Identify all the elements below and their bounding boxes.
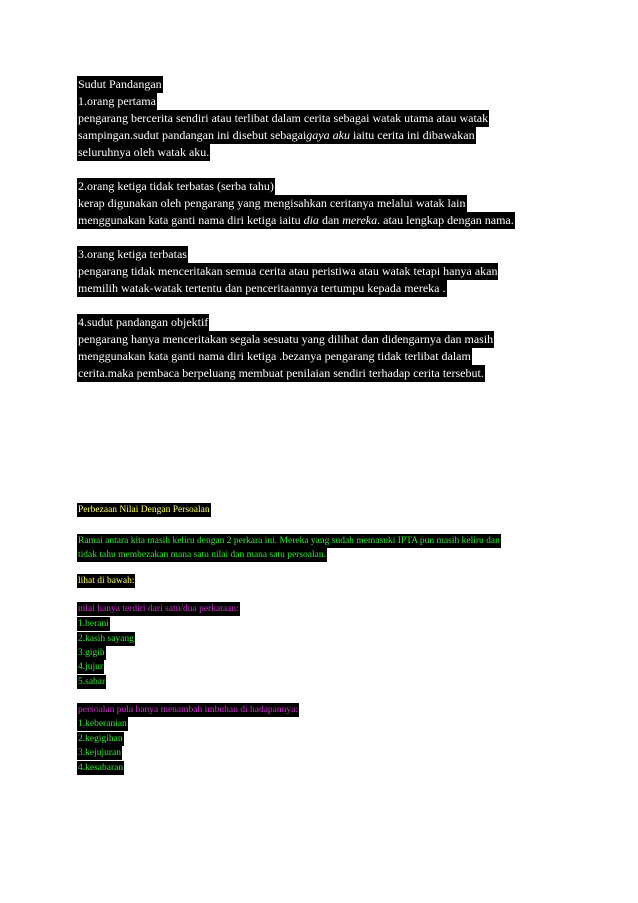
persoalan-item-1: 1.keberanian (78, 719, 127, 729)
sudut-pandangan-title: Sudut Pandangan (78, 77, 162, 91)
p4-text-1: pengarang hanya menceritakan segala sesuatu yang dilihat dan didengarnya dan masih (78, 332, 494, 346)
list-item (77, 717, 128, 731)
section2-title-line (77, 503, 211, 517)
p1-heading-line (77, 93, 157, 110)
nilai-item-2: 2.kasih sayang (78, 634, 134, 644)
p1-line2 (77, 127, 476, 144)
p4-heading-line (77, 314, 209, 331)
nilai-item-4: 4.jujur (78, 662, 104, 672)
p2-line1 (77, 195, 467, 212)
p3-text-1: pengarang tidak menceritakan semua cerita atau peristiwa atau watak tetapi hanya akan (78, 264, 498, 278)
p2-text-2a: menggunakan kata ganti nama diri ketiga iaitu (78, 213, 304, 227)
p2-text-2-italic-mereka: mereka (342, 213, 378, 227)
p2-heading-line (77, 178, 275, 195)
persoalan-item-3: 3.kejujuran (78, 748, 122, 758)
intro-text-1: Ramai antara kita masih keliru dengan 2 perkara ini. Mereka yang sudah memasuki IPTA pun masih keliru dan (78, 536, 500, 546)
p4-heading: 4.sudut pandangan objektif (78, 315, 209, 329)
p2-text-2-italic-dia: dia (303, 213, 319, 227)
p3-heading-line (77, 246, 188, 263)
nilai-item-1: 1.berani (78, 619, 109, 629)
list-item (77, 660, 104, 674)
p1-text-2a: sampingan.sudut pandangan ini disebut sebagai (78, 128, 307, 142)
lihat-text: lihat di bawah: (78, 576, 135, 586)
intro-line2 (77, 548, 327, 562)
p2-text-2c: . atau lengkap dengan nama. (377, 213, 514, 227)
persoalan-heading: persoalan pula hanya menambah imbuhan di hadapannya: (78, 705, 299, 715)
nilai-heading: nilai hanya terdiri dari satu/dua perkataan: (78, 604, 239, 614)
p1-text-2 (77, 127, 476, 144)
p1-line1 (77, 110, 489, 127)
perbezaan-title: Perbezaan Nilai Dengan Persoalan (78, 505, 210, 515)
list-item (77, 732, 124, 746)
persoalan-heading-line (77, 703, 299, 717)
nilai-item-5: 5.sabar (78, 677, 106, 687)
list-item (77, 646, 106, 660)
p3-text-2: memilih watak-watak tertentu dan penceritaannya tertumpu kepada mereka . (78, 281, 446, 295)
p2-heading: 2.orang ketiga tidak terbatas (serba tahu) (78, 179, 274, 193)
p2-text-1: kerap digunakan oleh pengarang yang mengisahkan ceritanya melalui watak lain (78, 196, 466, 210)
p4-line1 (77, 331, 494, 348)
lihat-line (77, 574, 135, 588)
p3-line1 (77, 263, 498, 280)
p3-line2 (77, 280, 447, 297)
list-item (77, 632, 135, 646)
p1-heading: 1.orang pertama (78, 94, 156, 108)
persoalan-item-2: 2.kegigihan (78, 734, 123, 744)
intro-text-2: tidak tahu membezakan mana satu nilai dan mana satu persoalan. (78, 550, 326, 560)
section-title (77, 76, 163, 93)
p1-line3 (77, 144, 210, 161)
p1-text-2-italic: gaya aku (306, 128, 350, 142)
list-item (77, 617, 110, 631)
intro-line1 (77, 534, 501, 548)
list-item (77, 746, 122, 760)
nilai-heading-line (77, 602, 240, 616)
list-item (77, 675, 106, 689)
nilai-item-3: 3.gigih (78, 648, 105, 658)
p1-text-2b: iaitu cerita ini dibawakan (349, 128, 475, 142)
persoalan-item-4: 4.kesabaran (78, 763, 124, 773)
p4-text-2: menggunakan kata ganti nama diri ketiga .bezanya pengarang tidak terlibat dalam (78, 349, 471, 363)
p1-text-1: pengarang bercerita sendiri atau terlibat dalam cerita sebagai watak utama atau watak (78, 111, 489, 125)
p4-line2 (77, 348, 472, 365)
list-item (77, 761, 124, 775)
p2-text-2 (77, 212, 515, 229)
p4-text-3: cerita.maka pembaca berpeluang membuat penilaian sendiri terhadap cerita tersebut. (78, 366, 484, 380)
p4-line3 (77, 365, 485, 382)
p2-line2 (77, 212, 515, 229)
p2-text-2b: dan (318, 213, 343, 227)
p1-text-3: seluruhnya oleh watak aku. (78, 145, 210, 159)
p3-heading: 3.orang ketiga terbatas (78, 247, 187, 261)
